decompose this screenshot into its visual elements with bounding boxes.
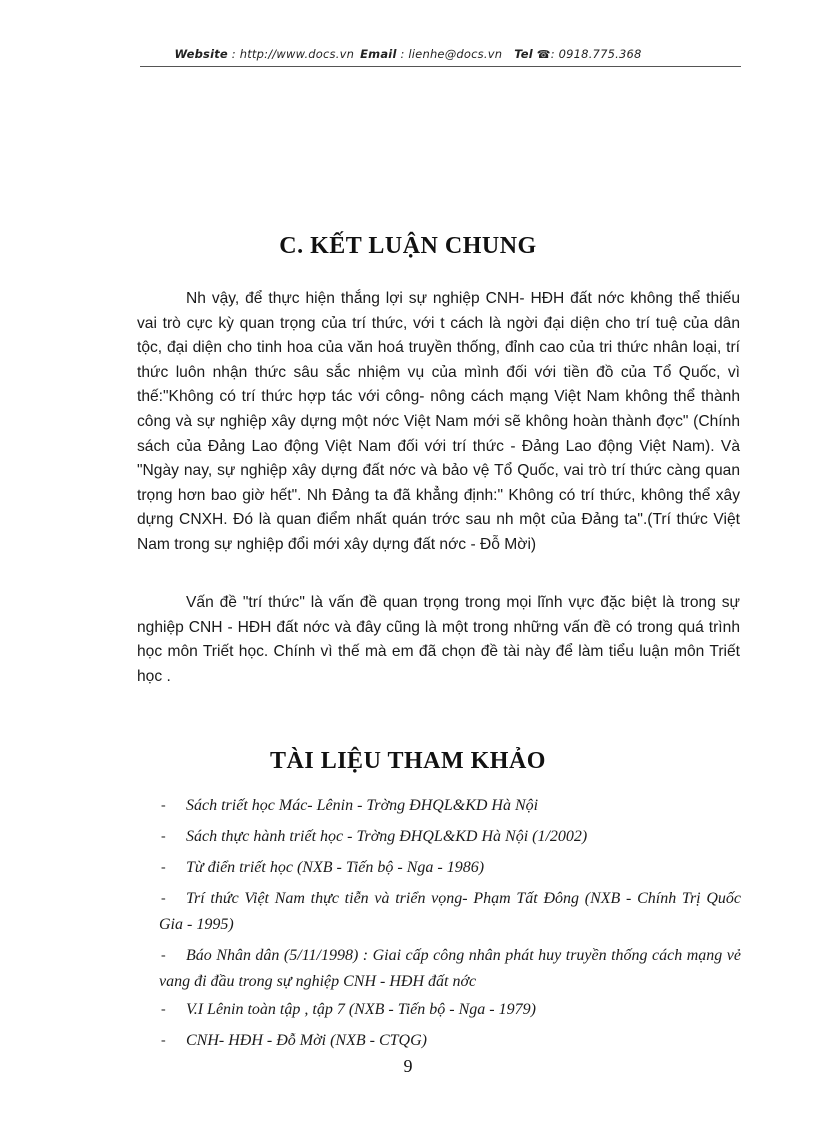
- conclusion-paragraph-2: [137, 591, 740, 689]
- email-label: Email: [360, 47, 397, 61]
- website-url: http://www.docs.vn: [239, 47, 355, 61]
- reference-text: Sách thực hành triết học - Trờng ĐHQL&KD Hà Nội (1/2002): [186, 828, 588, 845]
- bullet-dash: -: [161, 948, 166, 963]
- paragraph-text: Nh vậy, để thực hiện thắng lợi sự nghiệp CNH- HĐH đất nớc không thể thiếu vai trò cực kỳ quan trọng của trí thức, với t cách là ngời đại diện cho trí tuệ của dân tộc, đại diện cho tinh hoa của văn hoá truyền thống, đỉnh cao của tri thức nhân loại, trí thức luôn nhận thức sâu sắc nhiệm vụ của mình đối với tiền đồ của Tổ Quốc, vì thế:"Không có trí thức hợp tác với công- nông cách mạng Việt Nam không thể thành công và sự nghiệp xây dựng một nớc Việt Nam mới sẽ không hoàn thành đợc" (Chính sách của Đảng Lao động Việt Nam đối với trí thức - Đảng Lao động Việt Nam). Và "Ngày nay, sự nghiệp xây dựng đất nớc và bảo vệ Tổ Quốc, vai trò trí thức càng quan trọng hơn bao giờ hết". Nh Đảng ta đã khẳng định:" Không có trí thức, không thể xây dựng CNXH. Đó là quan điểm nhất quán trớc sau nh một của Đảng ta".(Trí thức Việt Nam trong sự nghiệp đổi mới xây dựng đất nớc - Đỗ Mời): [137, 290, 740, 553]
- page-header: [0, 47, 816, 61]
- bullet-dash: -: [161, 860, 166, 875]
- bullet-dash: -: [161, 1033, 166, 1048]
- reference-item: [159, 855, 741, 881]
- tel-label: Tel: [514, 47, 533, 61]
- reference-text: V.I Lênin toàn tập , tập 7 (NXB - Tiến bộ - Nga - 1979): [186, 1001, 536, 1018]
- email-separator: :: [396, 47, 409, 61]
- references-heading: TÀI LIỆU THAM KHẢO: [270, 748, 546, 774]
- reference-item: [159, 997, 741, 1023]
- reference-item: [159, 793, 741, 819]
- references-list: [159, 793, 741, 1059]
- bullet-dash: -: [161, 1002, 166, 1017]
- reference-text: Báo Nhân dân (5/11/1998) : Giai cấp công nhân phát huy truyền thống cách mạng vẻ vang đi đầu trong sự nghiệp CNH - HĐH đất nớc: [159, 947, 741, 990]
- reference-text: Từ điển triết học (NXB - Tiến bộ - Nga - 1986): [186, 859, 485, 876]
- reference-item: [159, 886, 741, 938]
- tel-number: : 0918.775.368: [550, 47, 642, 61]
- phone-icon: ☎: [536, 48, 551, 61]
- bullet-dash: -: [161, 829, 166, 844]
- bullet-dash: -: [161, 891, 166, 906]
- reference-text: Trí thức Việt Nam thực tiễn và triển vọng- Phạm Tất Đông (NXB - Chính Trị Quốc Gia - 1995): [159, 890, 741, 933]
- reference-item: [159, 943, 741, 995]
- email-address: lienhe@docs.vn: [408, 47, 503, 61]
- paragraph-text: Vấn đề "trí thức" là vấn đề quan trọng trong mọi lĩnh vực đặc biệt là trong sự nghiệp CNH - HĐH đất nớc và đây cũng là một trong những vấn đề có trong quá trình học môn Triết học. Chính vì thế mà em đã chọn đề tài này để làm tiểu luận môn Triết học .: [137, 594, 740, 685]
- header-divider: [140, 66, 741, 67]
- conclusion-paragraph-1: [137, 287, 740, 558]
- reference-text: CNH- HĐH - Đỗ Mời (NXB - CTQG): [186, 1032, 427, 1049]
- website-separator: :: [227, 47, 240, 61]
- reference-item: [159, 824, 741, 850]
- reference-item: [159, 1028, 741, 1054]
- reference-text: Sách triết học Mác- Lênin - Trờng ĐHQL&KD Hà Nội: [186, 797, 539, 814]
- bullet-dash: -: [161, 798, 166, 813]
- conclusion-heading: C. KẾT LUẬN CHUNG: [279, 233, 537, 259]
- website-label: Website: [174, 47, 228, 61]
- page-number: 9: [403, 1056, 413, 1076]
